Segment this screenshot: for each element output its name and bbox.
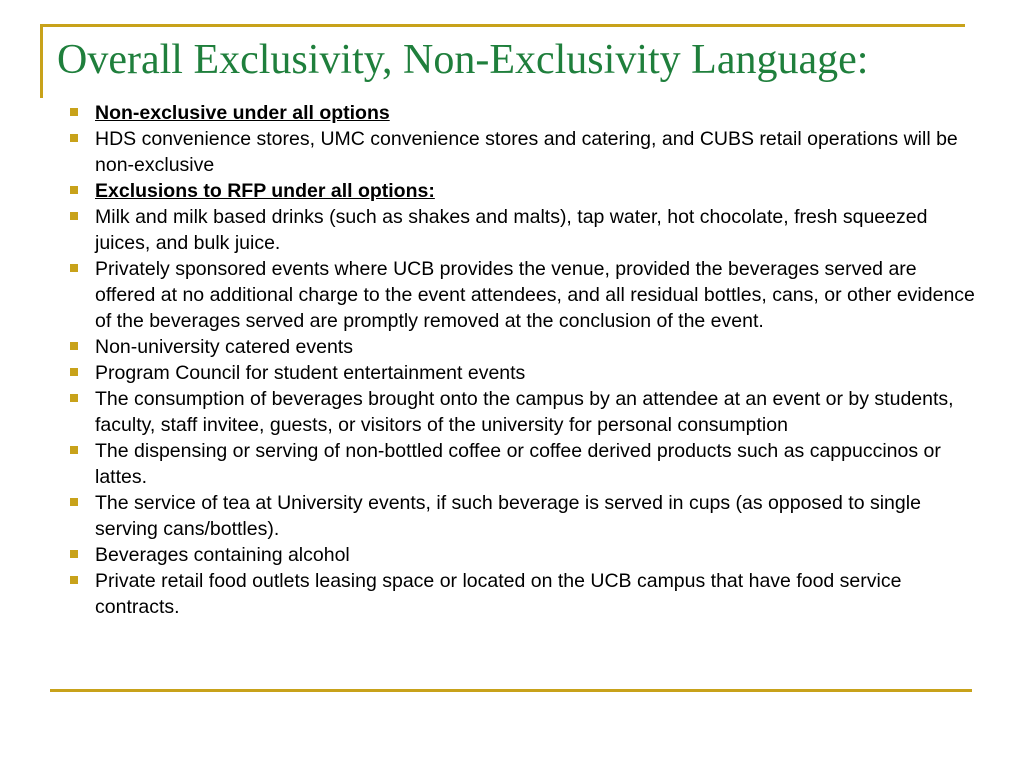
square-bullet-icon <box>70 550 78 558</box>
square-bullet-icon <box>70 212 78 220</box>
bullet-item <box>70 178 975 204</box>
square-bullet-icon <box>70 342 78 350</box>
bullet-item <box>70 334 975 360</box>
bullet-item <box>70 542 975 568</box>
bullet-item <box>70 204 975 256</box>
bullet-item <box>70 100 975 126</box>
bullet-text: Beverages containing alcohol <box>95 544 350 566</box>
square-bullet-icon <box>70 394 78 402</box>
bullet-item <box>70 490 975 542</box>
bullet-heading: Exclusions to RFP under all options: <box>95 180 435 202</box>
bottom-border-line <box>50 689 972 692</box>
bullet-text: Non-university catered events <box>95 336 353 358</box>
bullet-text: The service of tea at University events, if such beverage is served in cups (as opposed to single serving cans/bottles). <box>95 492 921 540</box>
square-bullet-icon <box>70 446 78 454</box>
bullet-item <box>70 360 975 386</box>
bullet-item <box>70 568 975 620</box>
bullet-text: Private retail food outlets leasing space or located on the UCB campus that have food service contracts. <box>95 570 902 618</box>
bullet-text: Milk and milk based drinks (such as shakes and malts), tap water, hot chocolate, fresh squeezed juices, and bulk juice. <box>95 206 928 254</box>
bullet-item <box>70 256 975 334</box>
bullet-list <box>70 100 975 620</box>
bullet-text: The dispensing or serving of non-bottled coffee or coffee derived products such as cappuccinos or lattes. <box>95 440 941 488</box>
bullet-item <box>70 386 975 438</box>
square-bullet-icon <box>70 498 78 506</box>
bullet-text: HDS convenience stores, UMC convenience stores and catering, and CUBS retail operations will be non-exclusive <box>95 128 958 176</box>
square-bullet-icon <box>70 186 78 194</box>
square-bullet-icon <box>70 264 78 272</box>
slide-title: Overall Exclusivity, Non-Exclusivity Language: <box>57 37 869 83</box>
square-bullet-icon <box>70 108 78 116</box>
bullet-item <box>70 126 975 178</box>
square-bullet-icon <box>70 368 78 376</box>
bullet-text: Privately sponsored events where UCB provides the venue, provided the beverages served are offered at no additional charge to the event attendees, and all residual bottles, cans, or other evidence of the beverages served are promptly removed at the conclusion of the event. <box>95 258 975 332</box>
bullet-text: Program Council for student entertainment events <box>95 362 526 384</box>
bullet-heading: Non-exclusive under all options <box>95 102 390 124</box>
left-border-line <box>40 24 43 98</box>
bullet-item <box>70 438 975 490</box>
top-border-line <box>40 24 965 27</box>
square-bullet-icon <box>70 576 78 584</box>
bullet-text: The consumption of beverages brought onto the campus by an attendee at an event or by students, faculty, staff invitee, guests, or visitors of the university for personal consumption <box>95 388 954 436</box>
square-bullet-icon <box>70 134 78 142</box>
